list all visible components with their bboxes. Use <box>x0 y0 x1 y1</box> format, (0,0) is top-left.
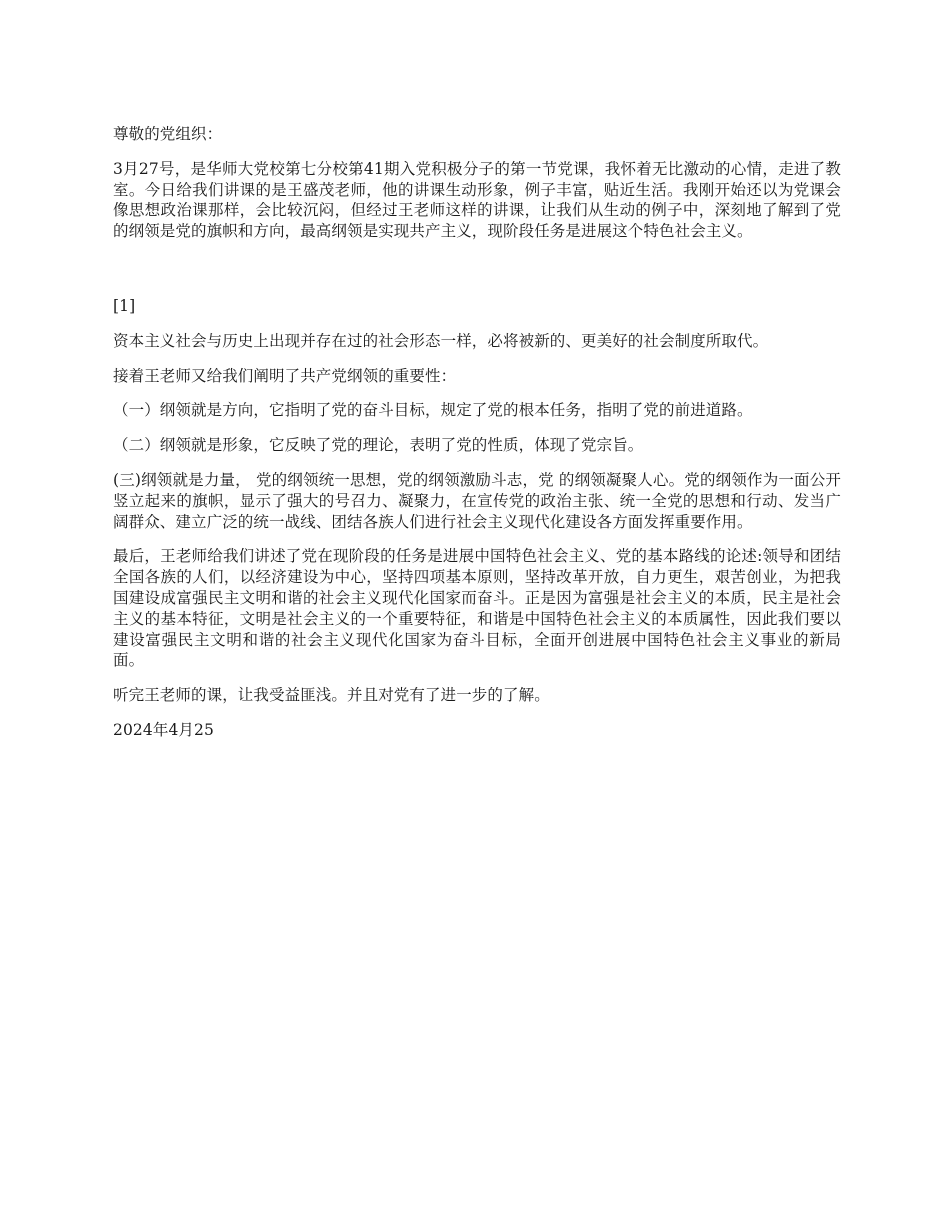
paragraph-conclusion: 听完王老师的课，让我受益匪浅。并且对党有了进一步的了解。 <box>113 686 550 705</box>
paragraph-current-tasks: 最后，王老师给我们讲述了党在现阶段的任务是进展中国特色社会主义、党的基本路线的论述:领导和团结全国各族的人们，以经济建设为中心，坚持四项基本原则，坚持改革开放，自力更生，艰苦创业，为把我国建设成富强民主文明和谐的社会主义现代化国家而奋斗。正是因为富强是社会主义的本质，民主是社会主义的基本特征，文明是社会主义的一个重要特征，和谐是中国特色社会主义的本质属性，因此我们要以建设富强民主文明和谐的社会主义现代化国家为奋斗目标，全面开创进展中国特色社会主义事业的新局面。 <box>113 547 841 670</box>
letter-body <box>113 124 841 755</box>
paragraph-point-three: (三)纲领就是力量， 党的纲领统一思想，党的纲领激励斗志，党 的纲领凝聚人心。党的纲领作为一面公开竖立起来的旗帜，显示了强大的号召力、凝聚力，在宣传党的政治主张、统一全党的思想和行动、发当广阔群众、建立广泛的统一战线、团结各族人们进行社会主义现代化建设各方面发挥重要作用。 <box>113 470 841 531</box>
paragraph-importance-intro: 接着王老师又给我们阐明了共产党纲领的重要性： <box>113 366 457 385</box>
salutation: 尊敬的党组织： <box>113 125 223 143</box>
paragraph-point-two: （二）纲领就是形象，它反映了党的理论，表明了党的性质，体现了党宗旨。 <box>113 436 644 455</box>
paragraph-capitalism: 资本主义社会与历史上出现并存在过的社会形态一样，必将被新的、更美好的社会制度所取代。 <box>113 331 769 350</box>
paragraph-intro: 3月27号，是华师大党校第七分校第41期入党积极分子的第一节党课，我怀着无比激动的心情，走进了教室。今日给我们讲课的是王盛茂老师，他的讲课生动形象，例子丰富，贴近生活。我刚开始还以为党课会像思想政治课那样，会比较沉闷，但经过王老师这样的讲课，让我们从生动的例子中，深刻地了解到了党的纲领是党的旗帜和方向，最高纲领是实现共产主义，现阶段任务是进展这个特色社会主义。 <box>113 159 841 241</box>
paragraph-point-one: （一）纲领就是方向，它指明了党的奋斗目标，规定了党的根本任务，指明了党的前进道路。 <box>113 401 753 420</box>
spacer <box>113 256 841 296</box>
letter-date: 2024年4月25 <box>113 720 214 739</box>
footnote-marker: [1] <box>113 296 136 315</box>
